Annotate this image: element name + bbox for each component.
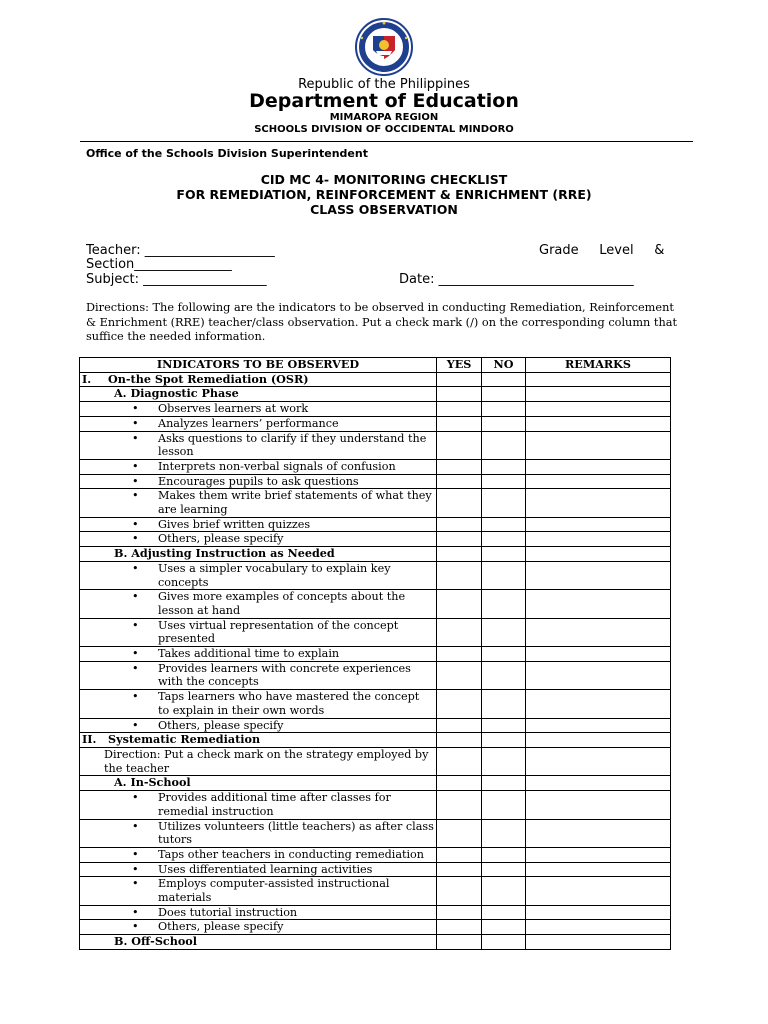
no-cell[interactable]: [482, 618, 526, 646]
yes-cell[interactable]: [437, 905, 482, 920]
indicator-text: Uses virtual representation of the concept presented: [158, 618, 399, 646]
no-cell[interactable]: [482, 517, 526, 532]
no-cell[interactable]: [482, 416, 526, 431]
indicator-text: Does tutorial instruction: [158, 905, 298, 919]
remarks-cell[interactable]: [526, 819, 671, 847]
indicator-text: Employs computer-assisted instructional materials: [158, 877, 390, 905]
no-cell[interactable]: [482, 561, 526, 589]
indicator-item: [80, 517, 437, 532]
directions-text: Directions: The following are the indicators to be observed in conducting Remediation, Reinforcement & Enrichment (RRE) teacher/class observation. Put a check mark (/) on the corresponding column that suffice the needed information.: [86, 301, 678, 343]
bullet-icon: •: [132, 416, 139, 430]
indicator-text: Provides learners with concrete experiences with the concepts: [158, 661, 411, 689]
no-cell[interactable]: [482, 489, 526, 517]
remarks-cell[interactable]: [526, 862, 671, 877]
indicator-text: Takes additional time to explain: [158, 647, 340, 661]
bullet-icon: •: [132, 791, 139, 805]
no-cell[interactable]: [482, 661, 526, 689]
bullet-icon: •: [132, 431, 139, 445]
indicator-text: Analyzes learners’ performance: [158, 416, 339, 430]
bullet-icon: •: [132, 819, 139, 833]
remarks-cell[interactable]: [526, 647, 671, 662]
no-cell[interactable]: [482, 791, 526, 819]
indicator-item: [80, 489, 437, 517]
remarks-cell[interactable]: [526, 935, 671, 950]
indicator-text: Observes learners at work: [158, 402, 309, 416]
remarks-cell[interactable]: [526, 776, 671, 791]
document-title-line-3: CLASS OBSERVATION: [310, 202, 458, 217]
section-heading: [80, 733, 437, 748]
indicator-item: [80, 431, 437, 459]
deped-seal-icon: [345, 18, 423, 76]
yes-cell[interactable]: [437, 474, 482, 489]
indicator-item: [80, 819, 437, 847]
no-cell[interactable]: [482, 718, 526, 733]
document-title-line-2: FOR REMEDIATION, REINFORCEMENT & ENRICHMENT (RRE): [176, 187, 592, 202]
table-row: [80, 532, 671, 547]
no-cell[interactable]: [482, 690, 526, 718]
yes-cell[interactable]: [437, 372, 482, 387]
table-row: [80, 877, 671, 905]
remarks-cell[interactable]: [526, 431, 671, 459]
table-row: [80, 935, 671, 950]
indicator-item: [80, 532, 437, 547]
subsection-heading: A. In-School: [80, 776, 437, 791]
remarks-cell[interactable]: [526, 561, 671, 589]
remarks-cell[interactable]: [526, 590, 671, 618]
remarks-cell[interactable]: [526, 791, 671, 819]
bullet-icon: •: [132, 532, 139, 546]
table-row: [80, 819, 671, 847]
indicator-text: Others, please specify: [158, 718, 284, 732]
monitoring-checklist-table: [79, 357, 671, 950]
no-cell[interactable]: [482, 935, 526, 950]
table-row: [80, 905, 671, 920]
indicator-text: Interprets non-verbal signals of confusion: [158, 459, 396, 473]
table-row: [80, 733, 671, 748]
indicator-item: [80, 661, 437, 689]
section-title: On-the Spot Remediation (OSR): [108, 371, 309, 386]
yes-cell[interactable]: [437, 618, 482, 646]
table-row: [80, 431, 671, 459]
remarks-cell[interactable]: [526, 532, 671, 547]
yes-cell[interactable]: [437, 776, 482, 791]
yes-cell[interactable]: [437, 747, 482, 775]
yes-cell[interactable]: [437, 733, 482, 748]
yes-cell[interactable]: [437, 561, 482, 589]
remarks-cell[interactable]: [526, 372, 671, 387]
republic-line: Republic of the Philippines: [298, 77, 470, 92]
remarks-cell[interactable]: [526, 747, 671, 775]
no-cell[interactable]: [482, 819, 526, 847]
yes-cell[interactable]: [437, 431, 482, 459]
table-row: [80, 690, 671, 718]
subsection-heading: B. Off-School: [80, 935, 437, 950]
indicator-text: Makes them write brief statements of what they are learning: [158, 489, 432, 517]
document-title-line-1: CID MC 4- MONITORING CHECKLIST: [260, 172, 508, 187]
no-cell[interactable]: [482, 402, 526, 417]
subsection-heading: A. Diagnostic Phase: [80, 387, 437, 402]
indicator-text: Taps learners who have mastered the concept to explain in their own words: [158, 690, 420, 717]
indicator-text: Asks questions to clarify if they understand the lesson: [158, 431, 427, 459]
yes-cell[interactable]: [437, 718, 482, 733]
header-divider: [80, 141, 693, 142]
yes-cell[interactable]: [437, 532, 482, 547]
table-row: [80, 517, 671, 532]
table-row: [80, 661, 671, 689]
indicator-item: [80, 690, 437, 718]
table-row: [80, 862, 671, 877]
remarks-cell[interactable]: [526, 847, 671, 862]
yes-cell[interactable]: [437, 690, 482, 718]
bullet-icon: •: [132, 618, 139, 632]
yes-cell[interactable]: [437, 920, 482, 935]
no-cell[interactable]: [482, 474, 526, 489]
section-field[interactable]: Section_______________: [86, 257, 232, 272]
remarks-cell[interactable]: [526, 718, 671, 733]
table-direction: Direction: Put a check mark on the strategy employed by the teacher: [80, 747, 437, 775]
table-row: [80, 776, 671, 791]
yes-cell[interactable]: [437, 416, 482, 431]
indicator-text: Provides additional time after classes for remedial instruction: [158, 791, 391, 818]
section-number: II.: [82, 732, 97, 747]
remarks-cell[interactable]: [526, 661, 671, 689]
table-row: [80, 387, 671, 402]
table-row: [80, 590, 671, 618]
section-title: Systematic Remediation: [108, 732, 261, 747]
no-header: NO: [482, 358, 526, 373]
table-row: [80, 561, 671, 589]
yes-cell[interactable]: [437, 647, 482, 662]
teacher-field[interactable]: Teacher: ____________________: [86, 243, 275, 258]
remarks-cell[interactable]: [526, 402, 671, 417]
indicator-text: Taps other teachers in conducting remediation: [158, 847, 425, 861]
remarks-cell[interactable]: [526, 459, 671, 474]
remarks-cell[interactable]: [526, 416, 671, 431]
no-cell[interactable]: [482, 387, 526, 402]
bullet-icon: •: [132, 905, 139, 919]
yes-cell[interactable]: [437, 847, 482, 862]
section-number: I.: [82, 371, 92, 386]
remarks-header: REMARKS: [526, 358, 671, 373]
indicator-item: [80, 474, 437, 489]
table-row: [80, 847, 671, 862]
no-cell[interactable]: [482, 747, 526, 775]
table-header-row: [80, 358, 671, 373]
remarks-cell[interactable]: [526, 489, 671, 517]
yes-cell[interactable]: [437, 661, 482, 689]
indicator-text: Encourages pupils to ask questions: [158, 474, 359, 488]
no-cell[interactable]: [482, 905, 526, 920]
indicator-text: Uses a simpler vocabulary to explain key concepts: [158, 561, 391, 589]
yes-cell[interactable]: [437, 877, 482, 905]
indicator-text: Others, please specify: [158, 920, 284, 934]
indicator-item: [80, 402, 437, 417]
table-row: [80, 372, 671, 387]
bullet-icon: •: [132, 590, 139, 604]
bullet-icon: •: [132, 517, 139, 531]
remarks-cell[interactable]: [526, 517, 671, 532]
table-row: [80, 459, 671, 474]
table-row: [80, 416, 671, 431]
yes-cell[interactable]: [437, 402, 482, 417]
no-cell[interactable]: [482, 920, 526, 935]
table-row: [80, 718, 671, 733]
bullet-icon: •: [132, 459, 139, 473]
no-cell[interactable]: [482, 459, 526, 474]
region-name: MIMAROPA REGION: [329, 112, 439, 123]
bullet-icon: •: [132, 690, 139, 704]
no-cell[interactable]: [482, 532, 526, 547]
remarks-cell[interactable]: [526, 877, 671, 905]
bullet-icon: •: [132, 489, 139, 503]
bullet-icon: •: [132, 862, 139, 876]
remarks-cell[interactable]: [526, 547, 671, 562]
no-cell[interactable]: [482, 862, 526, 877]
no-cell[interactable]: [482, 547, 526, 562]
table-row: [80, 791, 671, 819]
remarks-cell[interactable]: [526, 690, 671, 718]
no-cell[interactable]: [482, 733, 526, 748]
indicator-item: [80, 590, 437, 618]
indicator-item: [80, 561, 437, 589]
yes-cell[interactable]: [437, 819, 482, 847]
remarks-cell[interactable]: [526, 733, 671, 748]
indicator-item: [80, 862, 437, 877]
no-cell[interactable]: [482, 647, 526, 662]
indicator-item: [80, 416, 437, 431]
grade-level-field[interactable]: Grade Level &: [539, 243, 665, 258]
date-field[interactable]: Date: ______________________________: [399, 272, 634, 287]
indicator-text: Gives more examples of concepts about the lesson at hand: [158, 590, 406, 617]
no-cell[interactable]: [482, 877, 526, 905]
bullet-icon: •: [132, 877, 139, 891]
bullet-icon: •: [132, 561, 139, 575]
division-name: SCHOOLS DIVISION OF OCCIDENTAL MINDORO: [254, 124, 514, 135]
no-cell[interactable]: [482, 776, 526, 791]
indicator-item: [80, 718, 437, 733]
indicator-text: Others, please specify: [158, 532, 284, 546]
yes-cell[interactable]: [437, 547, 482, 562]
bullet-icon: •: [132, 661, 139, 675]
table-row: [80, 402, 671, 417]
yes-cell[interactable]: [437, 517, 482, 532]
indicator-text: Uses differentiated learning activities: [158, 862, 373, 876]
indicator-text: Utilizes volunteers (little teachers) as after class tutors: [158, 819, 434, 847]
indicator-text: Gives brief written quizzes: [158, 517, 311, 531]
department-name: Department of Education: [249, 90, 519, 112]
indicator-item: [80, 847, 437, 862]
yes-cell[interactable]: [437, 791, 482, 819]
bullet-icon: •: [132, 718, 139, 732]
indicator-item: [80, 618, 437, 646]
remarks-cell[interactable]: [526, 387, 671, 402]
bullet-icon: •: [132, 647, 139, 661]
no-cell[interactable]: [482, 431, 526, 459]
yes-cell[interactable]: [437, 862, 482, 877]
bullet-icon: •: [132, 920, 139, 934]
yes-header: YES: [437, 358, 482, 373]
remarks-cell[interactable]: [526, 920, 671, 935]
yes-cell[interactable]: [437, 387, 482, 402]
bullet-icon: •: [132, 402, 139, 416]
indicator-item: [80, 905, 437, 920]
remarks-cell[interactable]: [526, 474, 671, 489]
section-heading: [80, 372, 437, 387]
indicators-header: INDICATORS TO BE OBSERVED: [80, 358, 437, 373]
table-row: [80, 618, 671, 646]
no-cell[interactable]: [482, 372, 526, 387]
bullet-icon: •: [132, 847, 139, 861]
remarks-cell[interactable]: [526, 618, 671, 646]
subject-field[interactable]: Subject: ___________________: [86, 272, 267, 287]
indicator-item: [80, 459, 437, 474]
indicator-item: [80, 791, 437, 819]
indicator-item: [80, 877, 437, 905]
indicator-item: [80, 920, 437, 935]
yes-cell[interactable]: [437, 590, 482, 618]
table-row: [80, 647, 671, 662]
office-name: Office of the Schools Division Superintendent: [86, 147, 368, 160]
yes-cell[interactable]: [437, 459, 482, 474]
table-row: [80, 547, 671, 562]
subsection-heading: B. Adjusting Instruction as Needed: [80, 547, 437, 562]
table-row: [80, 747, 671, 775]
indicator-item: [80, 647, 437, 662]
no-cell[interactable]: [482, 590, 526, 618]
table-row: [80, 474, 671, 489]
no-cell[interactable]: [482, 847, 526, 862]
remarks-cell[interactable]: [526, 905, 671, 920]
bullet-icon: •: [132, 474, 139, 488]
yes-cell[interactable]: [437, 935, 482, 950]
yes-cell[interactable]: [437, 489, 482, 517]
table-row: [80, 920, 671, 935]
table-row: [80, 489, 671, 517]
